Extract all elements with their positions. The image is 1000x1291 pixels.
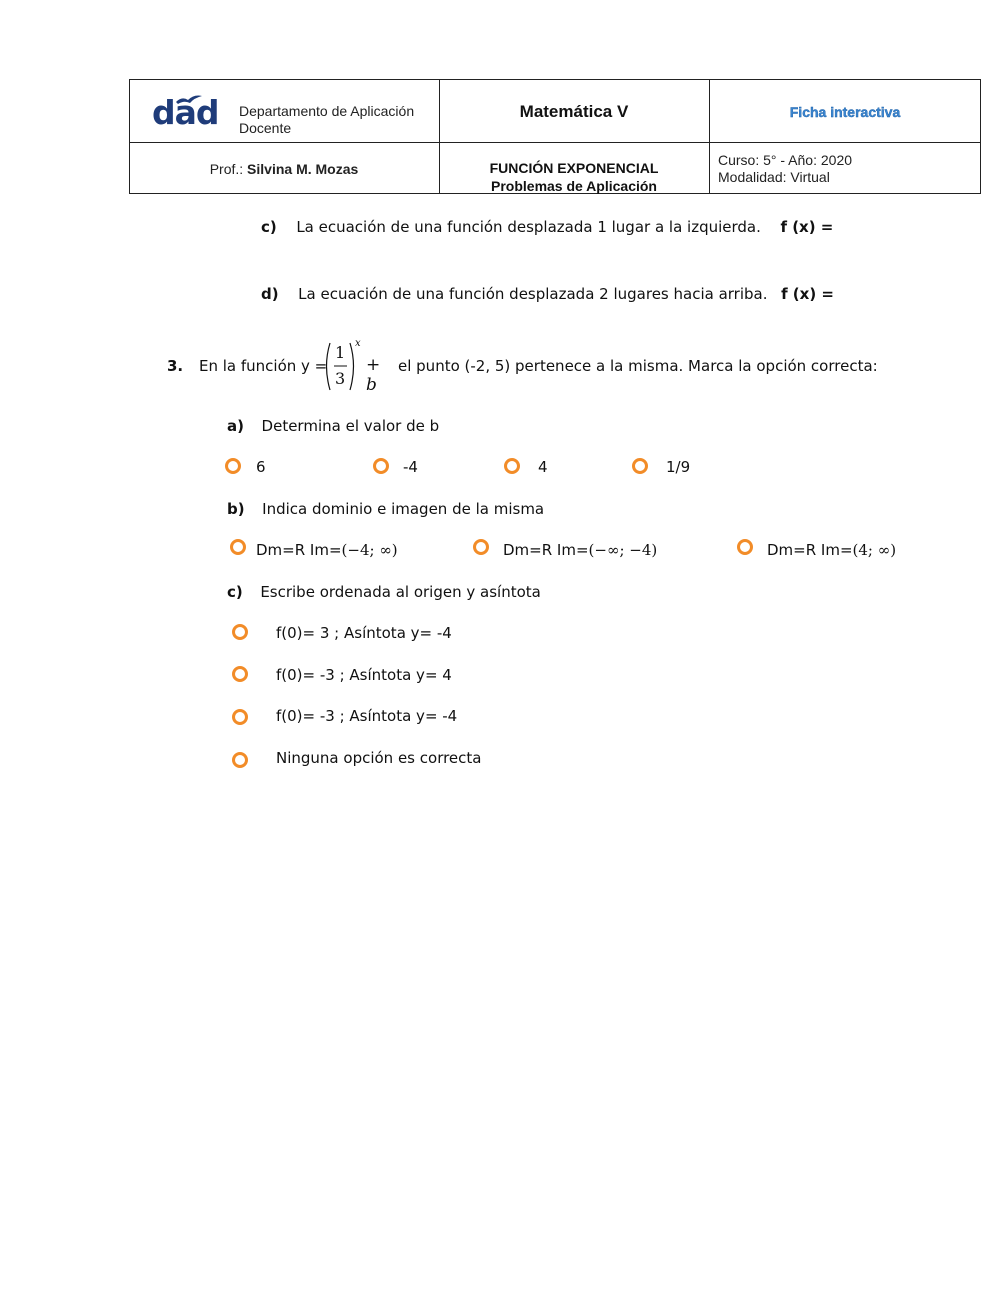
q3a-radio-4[interactable]: [632, 458, 648, 474]
q3a-option-1: 6: [256, 458, 266, 476]
q3b-radio-1[interactable]: [230, 539, 246, 555]
professor: [129, 161, 439, 177]
q3b-option-2-dm: Dm=R Im=: [503, 541, 589, 559]
topic: FUNCIÓN EXPONENCIAL: [489, 160, 659, 176]
q3b-option-2: [503, 541, 657, 559]
q3c-radio-3[interactable]: [232, 709, 248, 725]
item-c-fx: f (x) =: [780, 218, 834, 236]
logo-text: dad: [152, 93, 219, 132]
item-c-letter: c): [261, 218, 277, 236]
q3c-option-2: f(0)= -3 ; Asíntota y= 4: [276, 666, 452, 684]
q3b-radio-2[interactable]: [473, 539, 489, 555]
q3-prefix: En la función y =: [199, 357, 328, 375]
q3-suffix: el punto (-2, 5) pertenece a la misma. Marca la opción correcta:: [398, 357, 878, 375]
q3c-option-4: Ninguna opción es correcta: [276, 749, 482, 767]
q3-number: 3.: [167, 357, 184, 375]
q3c-option-1: f(0)= 3 ; Asíntota y= -4: [276, 624, 452, 642]
q3a-radio-3[interactable]: [504, 458, 520, 474]
curso: Curso: 5° - Año: 2020: [718, 152, 853, 168]
q3c-prompt-line: [227, 583, 541, 601]
frac-numerator: 1: [335, 343, 346, 362]
frac-denominator: 3: [335, 369, 346, 388]
q3c-radio-1[interactable]: [232, 624, 248, 640]
q3-formula: [322, 338, 394, 394]
q3c-radio-4[interactable]: [232, 752, 248, 768]
item-c-text: La ecuación de una función desplazada 1 lugar a la izquierda.: [296, 218, 761, 236]
department-line2: Docente: [239, 120, 292, 136]
prof-label: Prof.:: [209, 161, 244, 177]
q3a-prompt-line: [227, 417, 439, 435]
q3a-option-2: -4: [403, 458, 418, 476]
q3b-prompt-line: [227, 500, 544, 518]
item-d-text: La ecuación de una función desplazada 2 lugares hacia arriba.: [298, 285, 768, 303]
q3a-prompt: Determina el valor de b: [261, 417, 440, 435]
course-title: Matemática V: [519, 102, 629, 121]
q3b-option-3-dm: Dm=R Im=: [767, 541, 853, 559]
subtopic: Problemas de Aplicación: [491, 178, 657, 194]
modalidad: Modalidad: Virtual: [718, 169, 830, 185]
q3b-radio-3[interactable]: [737, 539, 753, 555]
q3b-option-1-dm: Dm=R Im=: [256, 541, 342, 559]
q3a-option-3: 4: [538, 458, 548, 476]
q3c-option-3: f(0)= -3 ; Asíntota y= -4: [276, 707, 458, 725]
prof-name: Silvina M. Mozas: [247, 161, 359, 177]
q3b-option-3: [767, 541, 896, 559]
item-d-letter: d): [261, 285, 279, 303]
item-c: [261, 218, 833, 236]
q3c-prompt: Escribe ordenada al origen y asíntota: [260, 583, 541, 601]
q3b-option-1-math: (−4; ∞): [341, 541, 398, 559]
q3b-letter: b): [227, 500, 245, 518]
q3b-option-1: [256, 541, 398, 559]
item-d: [261, 285, 834, 303]
q3a-radio-2[interactable]: [373, 458, 389, 474]
exponent: x: [355, 338, 361, 349]
logo: [150, 90, 220, 134]
plus-b: + b: [366, 355, 381, 395]
q3c-radio-2[interactable]: [232, 666, 248, 682]
q3a-radio-1[interactable]: [225, 458, 241, 474]
q3c-letter: c): [227, 583, 243, 601]
item-d-fx: f (x) =: [781, 285, 834, 303]
q3b-prompt: Indica dominio e imagen de la misma: [262, 500, 545, 518]
q3b-option-3-math: (4; ∞): [852, 541, 897, 559]
q3a-letter: a): [227, 417, 244, 435]
q3a-option-4: 1/9: [666, 458, 691, 476]
q3b-option-2-math: (−∞; −4): [588, 541, 658, 559]
department-line1: Departamento de Aplicación: [239, 103, 415, 119]
ficha-label: Ficha interactiva: [789, 104, 901, 120]
